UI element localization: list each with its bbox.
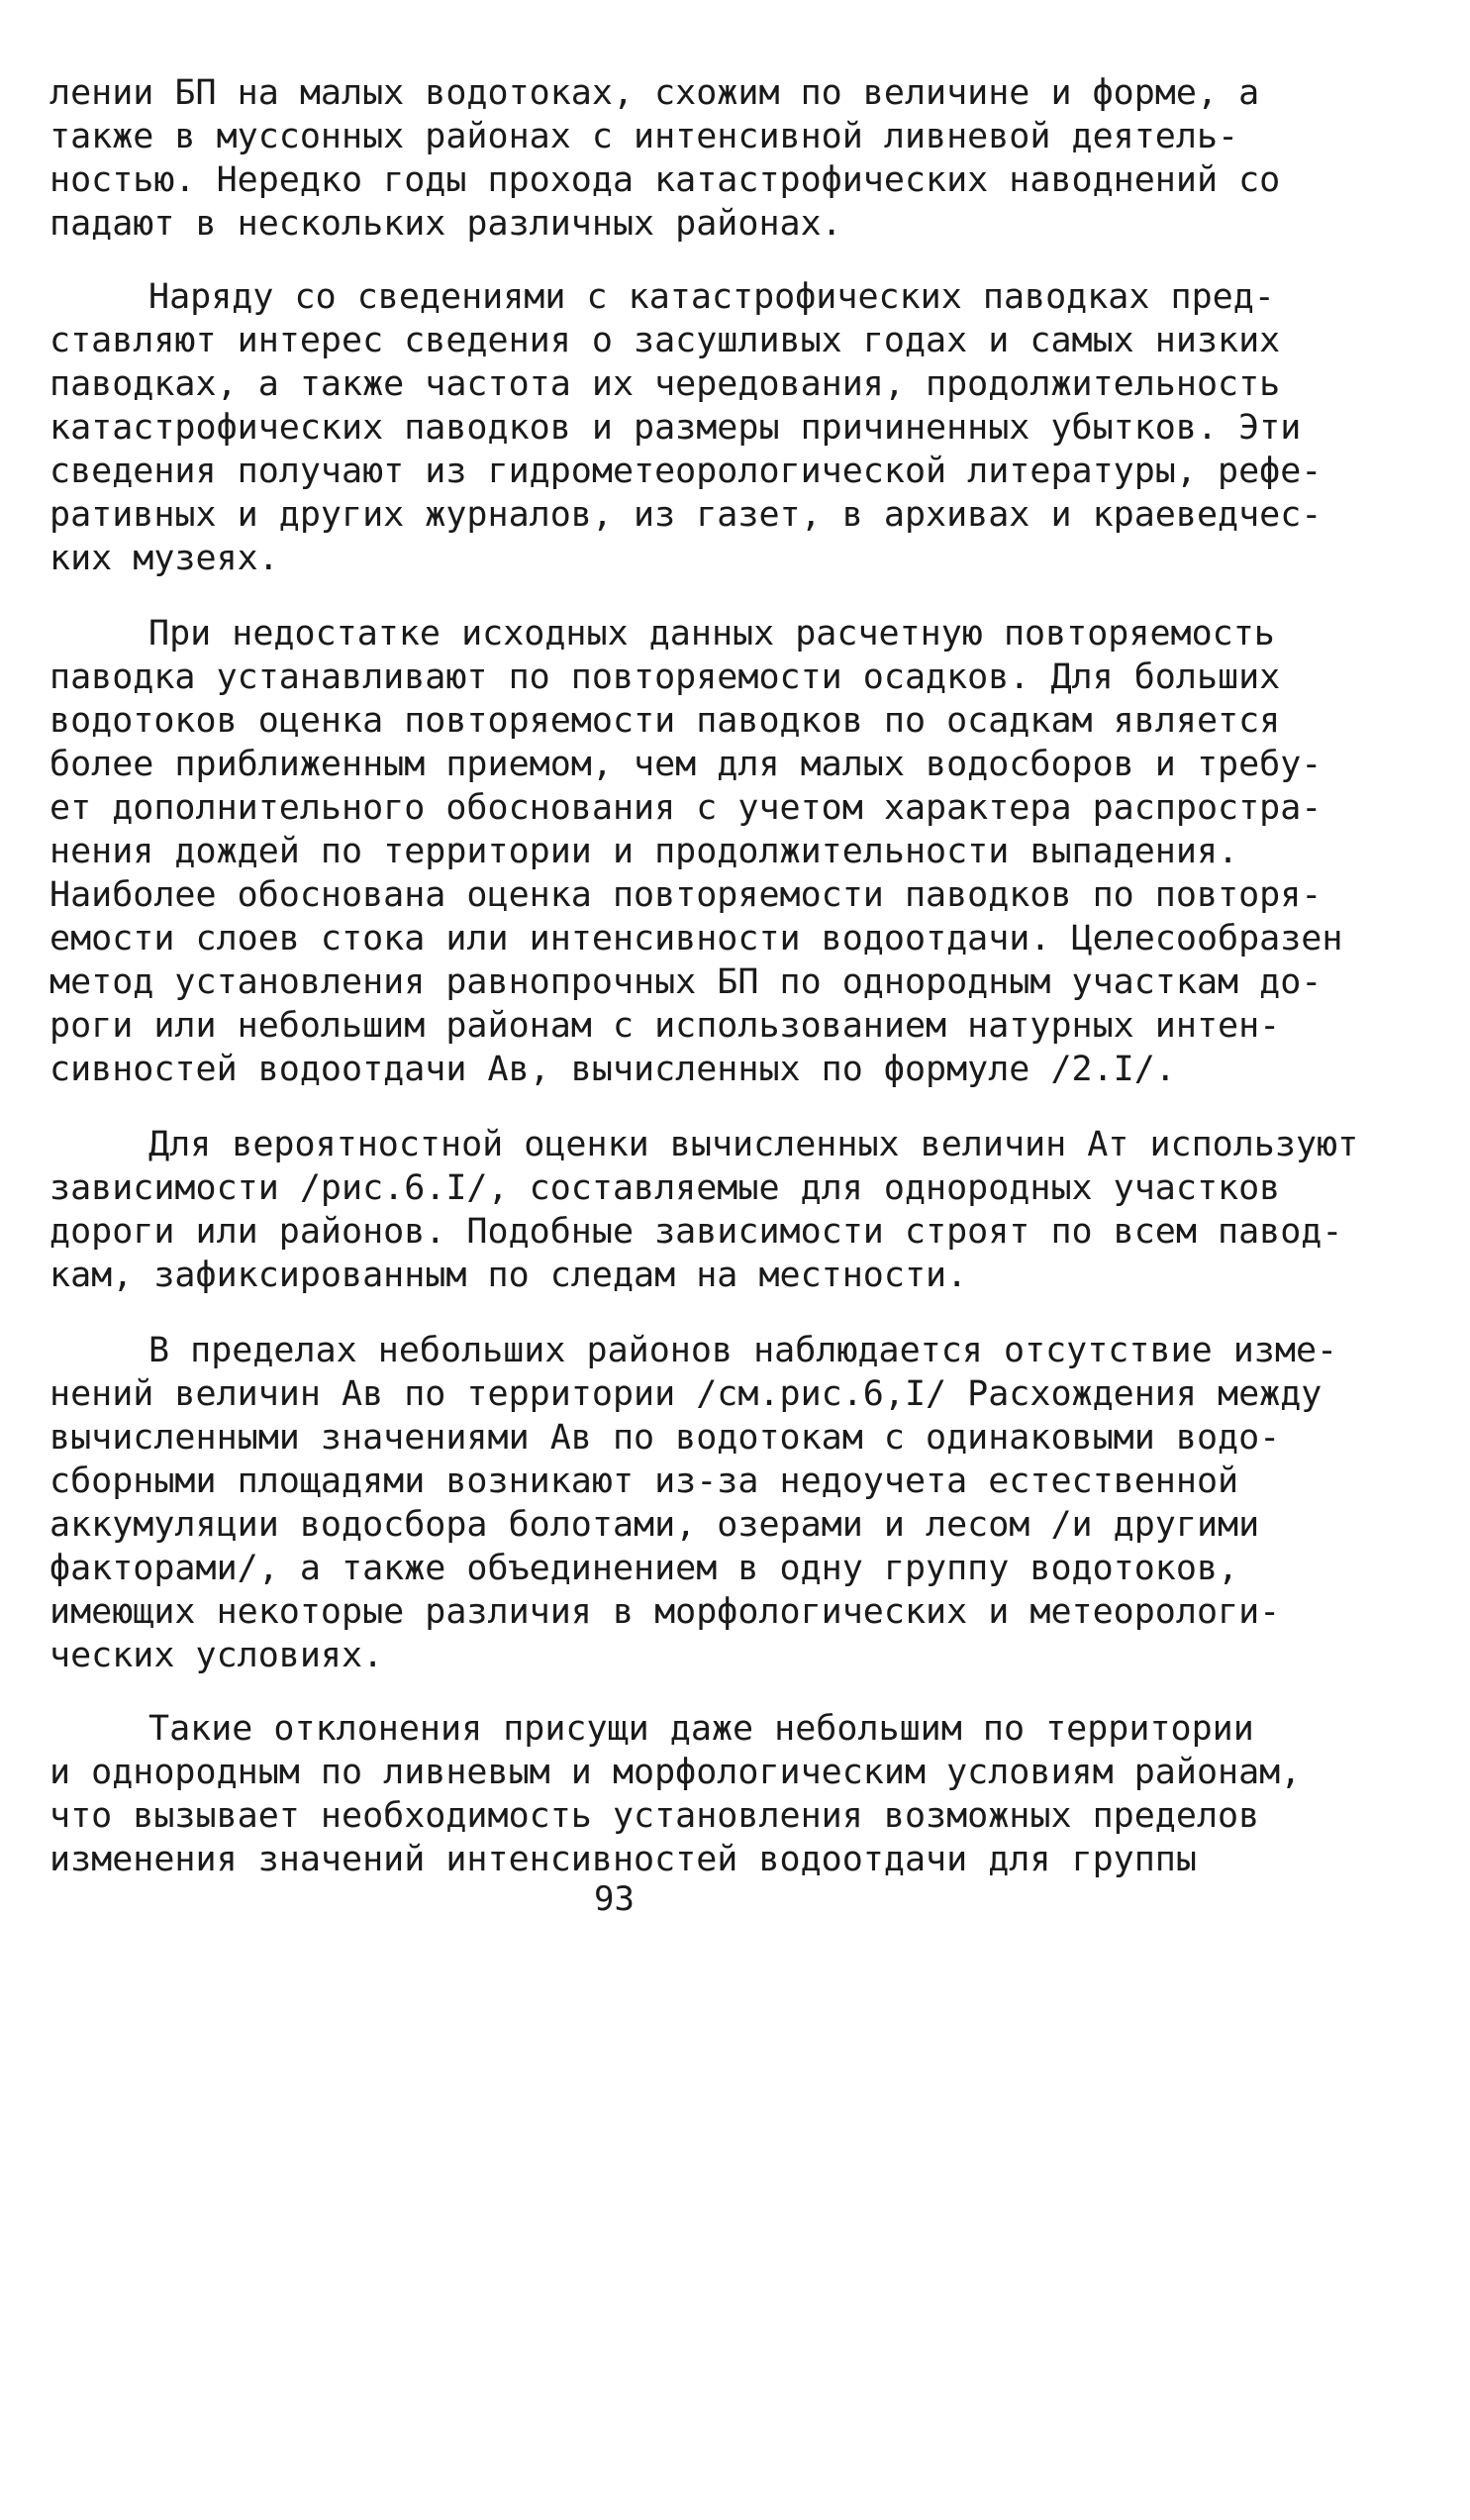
text-line: также в муссонных районах с интенсивной ливневой деятель- (49, 117, 1239, 156)
text-line: ческих условиях. (49, 1636, 384, 1675)
text-line: более приближенным приемом, чем для малых водосборов и требу- (49, 745, 1323, 784)
text-line: нений величин Aв по территории /см.рис.6,I/ Расхождения между (49, 1374, 1323, 1414)
text-line: емости слоев стока или интенсивности водоотдачи. Целесообразен (49, 919, 1343, 958)
text-line: сивностей водоотдачи Aв, вычисленных по формуле /2.I/. (49, 1050, 1176, 1089)
text-line: водотоков оценка повторяемости паводков по осадкам является (49, 701, 1281, 741)
text-line: аккумуляции водосбора болотами, озерами и лесом /и другими (49, 1505, 1260, 1545)
text-line: кам, зафиксированным по следам на местности. (49, 1256, 968, 1295)
text-line: Наиболее обоснована оценка повторяемости паводков по повторя- (49, 875, 1323, 915)
text-line: катастрофических паводков и размеры причиненных убытков. Эти (49, 408, 1302, 448)
text-line: сборными площадями возникают из-за недоучета естественной (49, 1462, 1239, 1501)
text-line: ностью. Нередко годы прохода катастрофических наводнений со (49, 160, 1281, 200)
text-line: зависимости /рис.6.I/, составляемые для однородных участков (49, 1168, 1281, 1208)
text-line: ративных и других журналов, из газет, в архивах и краеведчес- (49, 495, 1323, 535)
text-line: дороги или районов. Подобные зависимости строят по всем павод- (49, 1212, 1343, 1252)
text-line: Такие отклонения присущи даже небольшим по территории (148, 1709, 1254, 1749)
text-line: вычисленными значениями Aв по водотокам с одинаковыми водо- (49, 1418, 1281, 1458)
text-line: паводка устанавливают по повторяемости осадков. Для больших (49, 657, 1281, 697)
text-line: При недостатке исходных данных расчетную повторяемость (148, 614, 1275, 654)
text-line: Для вероятностной оценки вычисленных величин Aт используют (148, 1125, 1359, 1164)
text-line: изменения значений интенсивностей водоотдачи для группы (49, 1840, 1197, 1879)
text-line: лении БП на малых водотоках, схожим по величине и форме, а (49, 73, 1260, 113)
text-line: роги или небольшим районам с использованием натурных интен- (49, 1006, 1281, 1046)
text-line: В пределах небольших районов наблюдается отсутствие измe- (148, 1331, 1338, 1370)
text-line: ет дополнительного обоснования с учетом характера распростра- (49, 788, 1323, 828)
text-line: нения дождей по территории и продолжительности выпадения. (49, 832, 1239, 871)
text-line: метод установления равнопрочных БП по однородным участкам до- (49, 962, 1323, 1002)
text-line: ких музеях. (49, 539, 279, 578)
text-line: и однородным по ливневым и морфологическим условиям районам, (49, 1753, 1302, 1792)
text-line: сведения получают из гидрометеорологической литературы, рефе- (49, 452, 1323, 491)
text-line: ставляют интерес сведения о засушливых годах и самых низких (49, 321, 1281, 360)
text-line: паводках, а также частота их чередования, продолжительность (49, 364, 1281, 404)
text-line: Наряду со сведениями с катастрофических паводках пред- (148, 277, 1275, 317)
text-line: имеющих некоторые различия в морфологических и метеорологи- (49, 1592, 1281, 1632)
text-line: факторами/, а также объединением в одну группу водотоков, (49, 1549, 1239, 1588)
text-line: что вызывает необходимость установления возможных пределов (49, 1796, 1260, 1836)
text-line: падают в нескольких различных районах. (49, 204, 842, 244)
page-number: 93 (594, 1879, 635, 1919)
